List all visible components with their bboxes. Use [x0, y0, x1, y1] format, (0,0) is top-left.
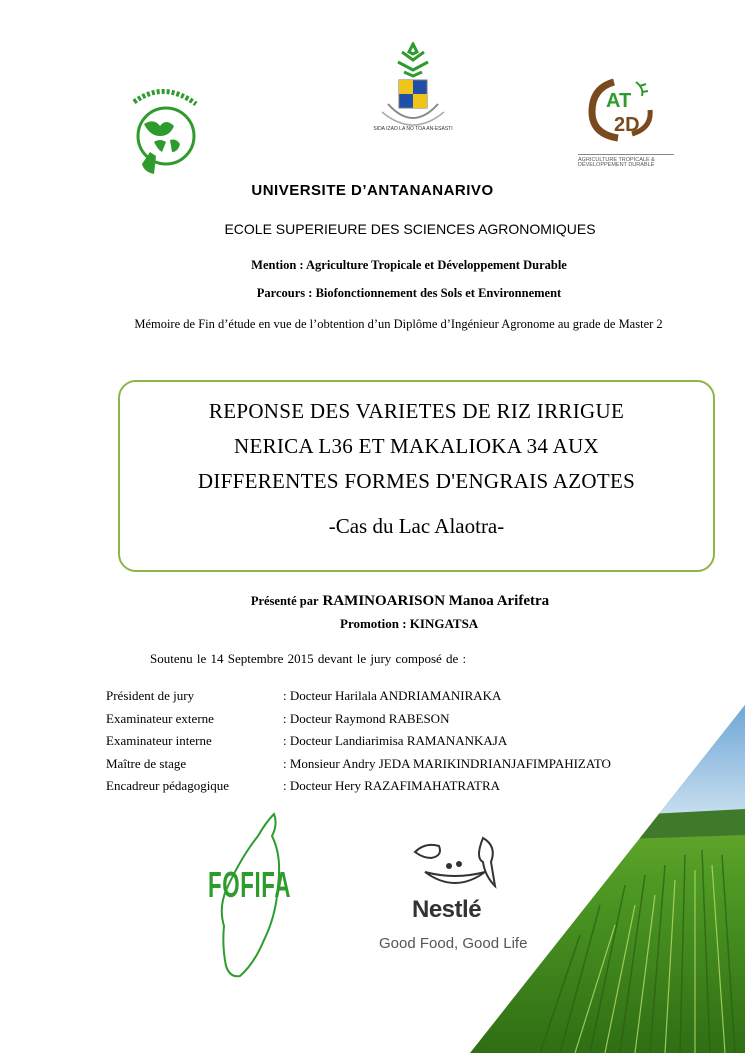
defense-statement: Soutenu le 14 Septembre 2015 devant le jury composé de :	[150, 651, 467, 666]
nestle-logo	[405, 832, 505, 894]
nestle-wordmark: Nestlé	[412, 896, 482, 923]
fofifa-logo	[204, 812, 294, 980]
presented-label: Présenté par	[250, 594, 319, 608]
jury-role: Examinateur externe	[106, 710, 214, 726]
jury-role: Encadreur pédagogique	[106, 778, 230, 793]
at2d-caption-2: DÉVELOPPEMENT DURABLE	[578, 162, 655, 168]
parcours: Parcours : Biofonctionnement des Sols et Environnement	[256, 286, 562, 300]
at2d-caption-1: AGRICULTURE TROPICALE &	[578, 154, 674, 163]
essa-logo	[124, 80, 204, 178]
jury-member: : Docteur Landiarimisa RAMANANKAJA	[283, 733, 508, 748]
jury-member: : Docteur Harilala ANDRIAMANIRAKA	[283, 688, 502, 703]
author-name: RAMINOARISON Manoa Arifetra	[322, 593, 550, 609]
at2d-mark: AT	[606, 90, 632, 112]
memoire-statement: Mémoire de Fin d’étude en vue de l’obtention d’un Diplôme d’Ingénieur Agronome au grade de Master 2	[134, 317, 663, 331]
jury-member: : Docteur Hery RAZAFIMAHATRATRA	[283, 778, 501, 793]
seal-icon	[368, 42, 458, 138]
jury-member: : Monsieur Andry JEDA MARIKINDRIANJAFIMPAHIZATO	[283, 755, 611, 771]
title-line-1: REPONSE DES VARIETES DE RIZ IRRIGUE	[208, 399, 625, 423]
university-name: UNIVERSITE D’ANTANANARIVO	[251, 182, 494, 199]
title-line-2: NERICA L36 ET MAKALIOKA 34 AUX	[233, 434, 600, 458]
thesis-title	[120, 394, 713, 499]
title-line-3: DIFFERENTES FORMES D'ENGRAIS AZOTES	[197, 469, 636, 493]
jury-role: Maître de stage	[106, 755, 187, 771]
title-frame	[118, 380, 715, 572]
essa-logo-icon	[124, 80, 204, 178]
jury-role: Président de jury	[106, 688, 195, 703]
university-seal	[368, 42, 458, 138]
jury-member: : Docteur Raymond RABESON	[283, 710, 450, 726]
promotion: Promotion : KINGATSA	[340, 616, 479, 631]
school-name: ECOLE SUPERIEURE DES SCIENCES AGRONOMIQUES	[224, 221, 596, 237]
thesis-subtitle: -Cas du Lac Alaotra-	[328, 514, 505, 538]
author-line	[0, 592, 745, 610]
nestle-slogan: Good Food, Good Life	[379, 935, 528, 952]
jury-role: Examinateur interne	[106, 733, 212, 748]
fofifa-wordmark: FOFIFA	[208, 864, 292, 905]
at2d-logo	[574, 74, 674, 174]
mention: Mention : Agriculture Tropicale et Développement Durable	[251, 258, 567, 272]
nest-birds-icon	[405, 832, 505, 894]
seal-motto: SIDA IZAO LA NO TOA AN-ESASTI	[373, 126, 453, 132]
at2d-number: 2D	[614, 114, 640, 136]
